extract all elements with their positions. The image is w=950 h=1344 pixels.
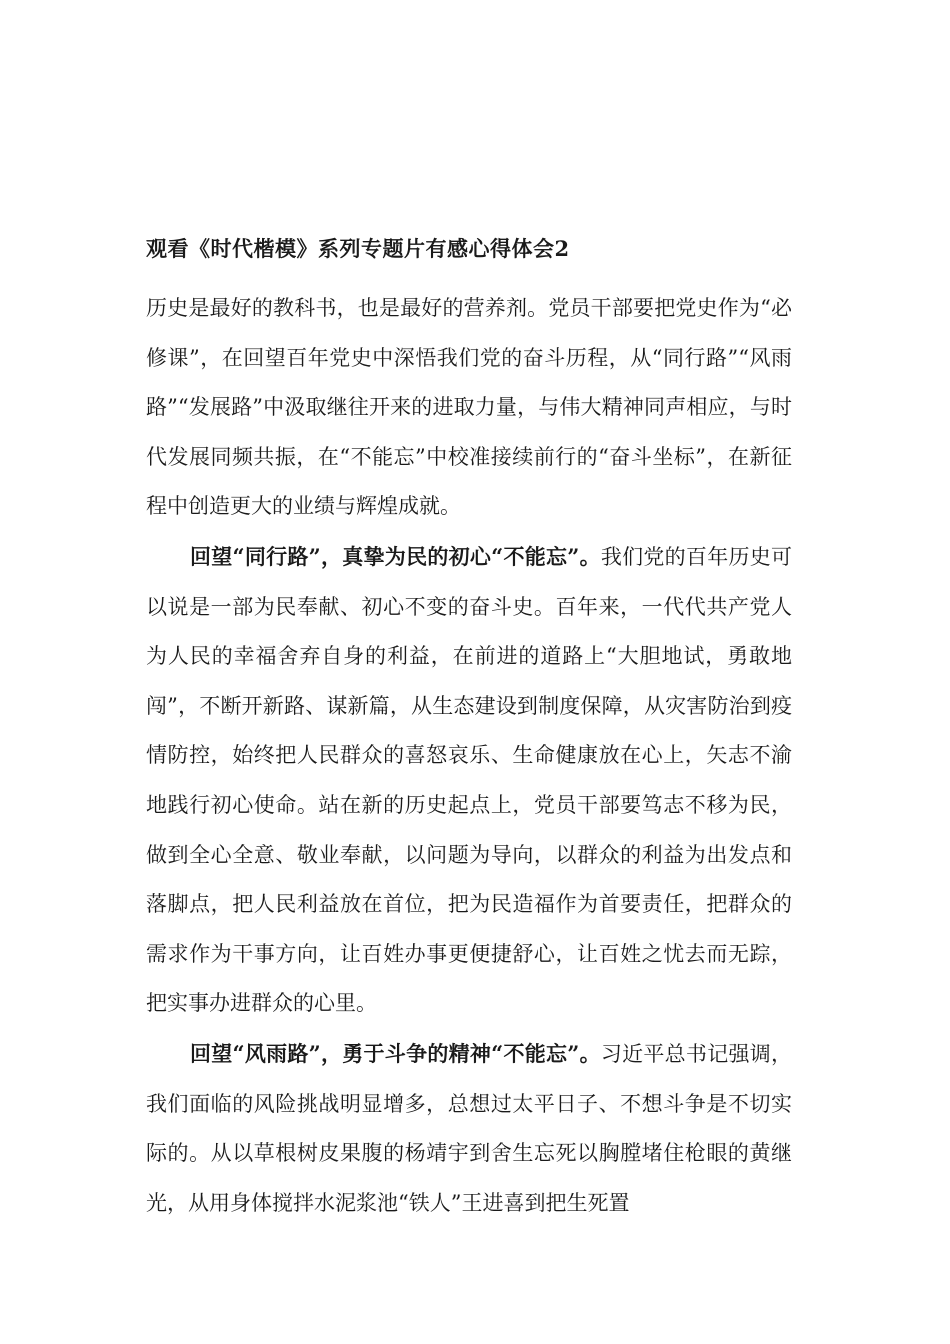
- paragraph-intro-text: 历史是最好的教科书，也是最好的营养剂。党员干部要把党史作为“必修课”，在回望百年党史中深悟我们党的奋斗历程，从“同行路”“风雨路”“发展路”中汲取继往开来的进取力量，与伟大精神同声相应，与时代发展同频共振，在“不能忘”中校准接续前行的“奋斗坐标”，在新征程中创造更大的业绩与辉煌成就。: [146, 296, 792, 519]
- paragraph-tongxinglu: [146, 532, 792, 1029]
- paragraph-intro: [146, 284, 792, 532]
- document-title: 观看《时代楷模》系列专题片有感心得体会2: [146, 236, 570, 261]
- document-body: [146, 284, 792, 1228]
- paragraph-tongxinglu-text: 我们党的百年历史可以说是一部为民奉献、初心不变的奋斗史。百年来，一代代共产党人为人民的幸福舍弃自身的利益，在前进的道路上“大胆地试，勇敢地闯”，不断开新路、谋新篇，从生态建设到制度保障，从灾害防治到疫情防控，始终把人民群众的喜怒哀乐、生命健康放在心上，矢志不渝地践行初心使命。站在新的历史起点上，党员干部要笃志不移为民，做到全心全意、敬业奉献，以问题为导向，以群众的利益为出发点和落脚点，把人民利益放在首位，把为民造福作为首要责任，把群众的需求作为干事方向，让百姓办事更便捷舒心，让百姓之忧去而无踪，把实事办进群众的心里。: [146, 544, 792, 1016]
- paragraph-fengyulu: [146, 1029, 792, 1228]
- paragraph-tongxinglu-heading: 回望“同行路”，真挚为民的初心“不能忘”。: [190, 543, 601, 569]
- paragraph-fengyulu-heading: 回望“风雨路”，勇于斗争的精神“不能忘”。: [190, 1040, 601, 1066]
- paragraph-fengyulu-text: 习近平总书记强调，我们面临的风险挑战明显增多，总想过太平日子、不想斗争是不切实际的。从以草根树皮果腹的杨靖宇到舍生忘死以胸膛堵住枪眼的黄继光，从用身体搅拌水泥浆池“铁人”王进喜到把生死置: [146, 1041, 792, 1215]
